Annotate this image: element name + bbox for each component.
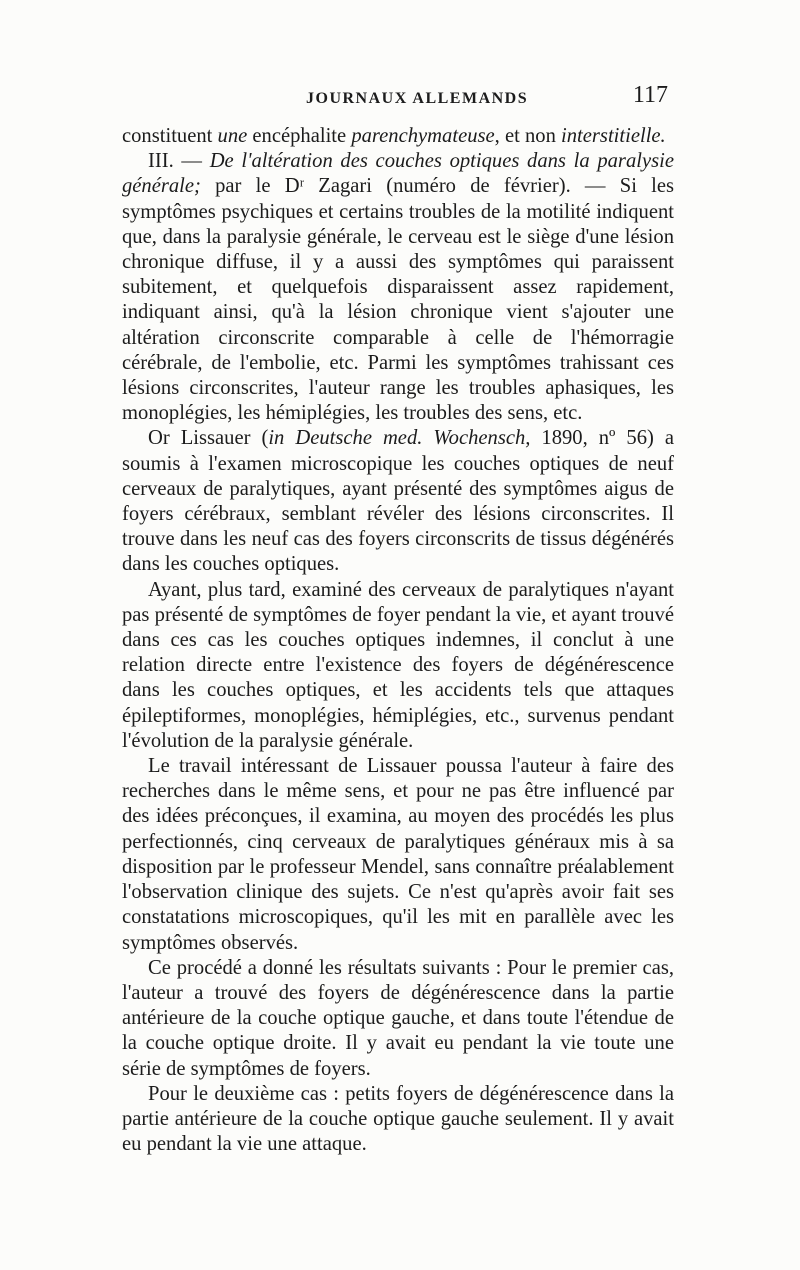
paragraph-conclusion: Ayant, plus tard, examiné des cerveaux de paralytiques n'ayant pas présenté de symptômes de foyer pendant la vie, et ayant trouvé dans ces cas les couches optiques indemnes, il conclut à une relation directe entre l'existence des foyers de dégénérescence dans les couches optiques, et les accidents tels que attaques épileptiformes, monoplégies, hémiplégies, etc., survenus pendant l'évolution de la paralysie générale. xyxy=(122,578,674,752)
paragraph-research: Le travail intéressant de Lissauer poussa l'auteur à faire des recherches dans le même sens, et pour ne pas être influencé par des idées préconçues, il examina, au moyen des procédés les plus perfectionnés, cinq cerveaux de paralytiques généraux mis à sa disposition par le professeur Mendel, sans connaître préalablement l'observation clinique des sujets. Ce n'est qu'après avoir fait ses constatations microscopiques, qu'il les mit en parallèle avec les symptômes observés. xyxy=(122,755,674,954)
running-title: JOURNAUX ALLEMANDS xyxy=(306,90,529,107)
text-run: , et non xyxy=(494,125,562,147)
article-title: De l'altération des couches optiques dans la paralysie générale; xyxy=(122,150,674,198)
italic-run: parenchymateuse xyxy=(351,125,495,147)
body-text xyxy=(122,124,674,1157)
paragraph-section-iii xyxy=(122,149,674,426)
page-number: 117 xyxy=(632,82,668,108)
italic-run: une xyxy=(217,125,248,147)
text-run: constituent xyxy=(122,125,218,147)
paragraph-results-case-1: Ce procédé a donné les résultats suivants : Pour le premier cas, l'auteur a trouvé des foyers de dégénérescence dans la partie antérieure de la couche optique gauche, et dans toute l'étendue de la couche optique droite. Il y avait eu pendant la vie toute une série de symptômes de foyers. xyxy=(122,956,674,1080)
paragraph-continuation xyxy=(122,124,674,149)
text-run: 1890, nº 56) a soumis à l'examen microscopique les couches optiques de neuf cerveaux de paralytiques, ayant présenté des symptômes aigus de foyers cérébraux, semblant révéler des lésions circonscrites. Il trouve dans les neuf cas des foyers circonscrits de tissus dégénérés dans les couches optiques. xyxy=(122,427,674,576)
text-run: Or Lissauer ( xyxy=(148,427,269,450)
paragraph-results-case-2: Pour le deuxième cas : petits foyers de dégénérescence dans la partie antérieure de la couche optique gauche seulement. Il y avait eu pendant la vie une attaque. xyxy=(122,1082,674,1156)
text-run: encéphalite xyxy=(247,125,352,147)
paragraph-lissauer xyxy=(122,426,674,577)
citation: in Deutsche med. Wochensch, xyxy=(268,427,531,450)
italic-run: interstitielle. xyxy=(561,125,666,147)
page-header xyxy=(124,82,672,118)
text-run: par le Dʳ Zagari (numéro de février). — Si les symptômes psychiques et certains troubles de la motilité indiquent que, dans la paralysie générale, le cerveau est le siège d'une lésion chronique diffuse, il y a aussi des symptômes qui paraissent subitement, et quelquefois disparaissent assez rapidement, indiquant ainsi, qu'à la lésion chronique vient s'ajouter une altération circonscrite comparable à celle de l'hémorragie cérébrale, de l'embolie, etc. Parmi les symptômes trahissant ces lésions circonscrites, l'auteur range les troubles aphasiques, les monoplégies, les hémiplégies, les troubles des sens, etc. xyxy=(122,175,674,425)
text-run: III. — xyxy=(148,150,210,173)
